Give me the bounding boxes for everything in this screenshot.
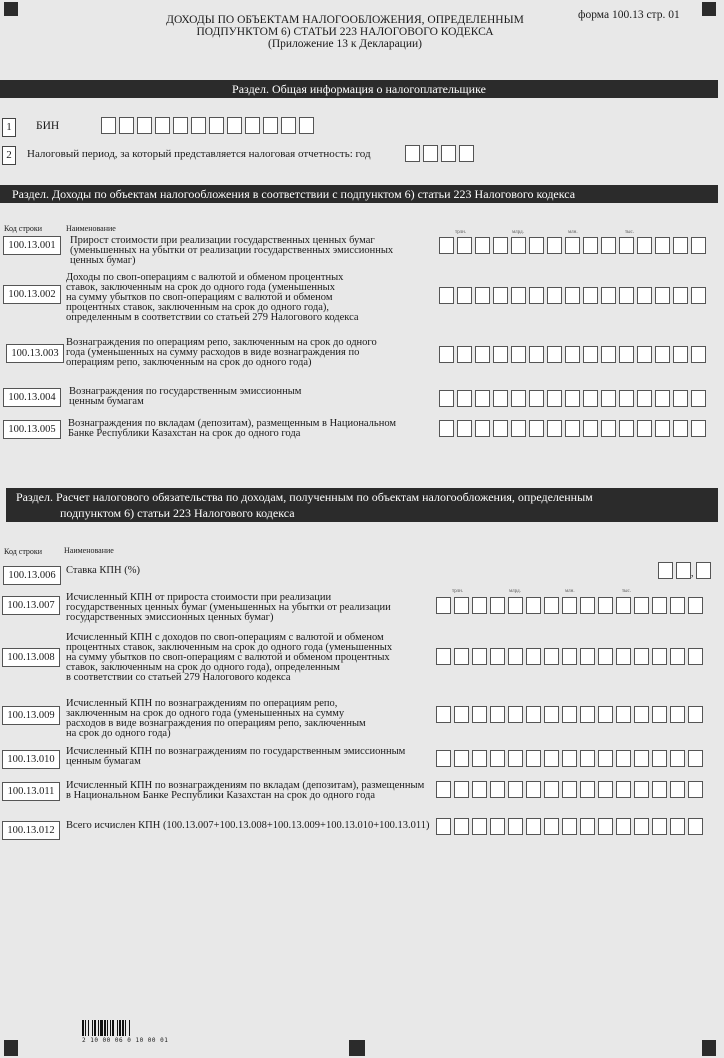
row-code: 100.13.010 <box>2 750 60 769</box>
tax-period-label: Налоговый период, за который представляется налоговая отчетность: год <box>27 148 371 160</box>
digit-cell[interactable] <box>652 781 667 798</box>
digit-cell[interactable] <box>670 750 685 767</box>
digit-cell[interactable] <box>634 781 649 798</box>
digit-cell[interactable] <box>436 750 451 767</box>
digit-cell[interactable] <box>439 287 454 304</box>
digit-cell[interactable] <box>580 750 595 767</box>
digit-cell[interactable] <box>227 117 242 134</box>
digit-cell[interactable] <box>580 781 595 798</box>
field-number: 2 <box>2 146 16 165</box>
digit-cell[interactable] <box>634 750 649 767</box>
digit-cell[interactable] <box>583 346 598 363</box>
field-number: 1 <box>2 118 16 137</box>
digit-cell[interactable] <box>547 390 562 407</box>
digit-cell[interactable] <box>436 706 451 723</box>
digit-cell[interactable] <box>526 597 541 614</box>
digit-cell[interactable] <box>565 346 580 363</box>
digit-cell[interactable] <box>472 818 487 835</box>
digit-cell[interactable] <box>245 117 260 134</box>
amount-input[interactable] <box>439 237 709 254</box>
registration-mark <box>349 1040 365 1056</box>
barcode-bar <box>94 1020 96 1036</box>
digit-cell[interactable] <box>436 781 451 798</box>
digit-cell[interactable] <box>436 648 451 665</box>
digit-cell[interactable] <box>529 287 544 304</box>
section-title-line1: Раздел. Расчет налогового обязательства по доходам, полученным по объектам налогообложения, определенным <box>16 490 593 504</box>
digit-cell[interactable] <box>652 706 667 723</box>
row-description: Всего исчислен КПН (100.13.007+100.13.008+100.13.009+100.13.010+100.13.011) <box>66 820 430 831</box>
barcode-bar <box>119 1020 121 1036</box>
row-description: Исчисленный КПН с доходов по своп-операциям с валютой и обменом процентных ставок, заключенным на срок до одного года (уменьшенных на сумму убытков по своп-операциям с валютой и обменом процентных ставок, заключенным на срок до одного года), определенным в соответствии со статьей 279 Налогового кодекса <box>66 632 393 683</box>
digit-cell[interactable] <box>637 420 652 437</box>
amount-input[interactable] <box>436 750 706 767</box>
digit-cell[interactable] <box>439 237 454 254</box>
digit-cell[interactable] <box>562 597 577 614</box>
digit-cell[interactable] <box>565 287 580 304</box>
digit-cell[interactable] <box>652 597 667 614</box>
bin-label: БИН <box>36 120 60 132</box>
digit-cell[interactable] <box>511 420 526 437</box>
row-description: Вознаграждения по государственным эмиссионным ценным бумагам <box>69 386 302 407</box>
digit-cell[interactable] <box>508 818 523 835</box>
digit-cell[interactable] <box>454 597 469 614</box>
digit-cell[interactable] <box>598 648 613 665</box>
digit-cell[interactable] <box>490 706 505 723</box>
digit-cell[interactable] <box>676 562 691 579</box>
section-title-line2: подпунктом 6) статьи 223 Налогового кодекса <box>60 506 295 520</box>
digit-cell[interactable] <box>652 648 667 665</box>
digit-cell[interactable] <box>562 706 577 723</box>
digit-cell[interactable] <box>544 706 559 723</box>
row-description: Исчисленный КПН по вознаграждениям по вкладам (депозитам), размещенным в Национальном Банке Республики Казахстан на срок до одного года <box>66 780 425 801</box>
row-code: 100.13.008 <box>2 648 60 667</box>
barcode-bar <box>125 1020 126 1036</box>
digit-cell[interactable] <box>598 818 613 835</box>
digit-cell[interactable] <box>616 781 631 798</box>
digit-cell[interactable] <box>439 390 454 407</box>
digit-cell[interactable] <box>299 117 314 134</box>
digit-cell[interactable] <box>691 420 706 437</box>
digit-cell[interactable] <box>101 117 116 134</box>
row-code: 100.13.009 <box>2 706 60 725</box>
digit-cell[interactable] <box>508 597 523 614</box>
digit-cell[interactable] <box>526 818 541 835</box>
digit-cell[interactable] <box>454 818 469 835</box>
amount-input[interactable] <box>436 818 706 835</box>
digit-cell[interactable] <box>490 818 505 835</box>
digit-cell[interactable] <box>493 237 508 254</box>
column-header-code: Код строки <box>4 224 43 233</box>
digit-cell[interactable] <box>490 597 505 614</box>
digit-cell[interactable] <box>493 287 508 304</box>
unit-label: тыс. <box>625 230 635 235</box>
digit-cell[interactable] <box>457 237 472 254</box>
row-description: Вознаграждения по вкладам (депозитам), размещенным в Национальном Банке Республики Казахстан на срок до одного года <box>68 418 397 439</box>
digit-cell[interactable] <box>209 117 224 134</box>
registration-mark <box>4 1040 18 1056</box>
digit-cell[interactable] <box>598 781 613 798</box>
row-code: 100.13.012 <box>2 821 60 840</box>
form-subtitle: (Приложение 13 к Декларации) <box>268 38 422 50</box>
digit-cell[interactable] <box>691 390 706 407</box>
form-title-line2: ПОДПУНКТОМ 6) СТАТЬИ 223 НАЛОГОВОГО КОДЕКСА <box>196 26 494 38</box>
digit-cell[interactable] <box>619 237 634 254</box>
digit-cell[interactable] <box>655 237 670 254</box>
digit-cell[interactable] <box>423 145 438 162</box>
digit-cell[interactable] <box>583 237 598 254</box>
digit-cell[interactable] <box>526 706 541 723</box>
digit-cell[interactable] <box>547 237 562 254</box>
barcode-bar <box>107 1020 108 1036</box>
digit-cell[interactable] <box>475 390 490 407</box>
row-description: Исчисленный КПН по вознаграждениям по государственным эмиссионным ценным бумагам <box>66 746 406 767</box>
barcode-bar <box>92 1020 93 1036</box>
digit-cell[interactable] <box>637 237 652 254</box>
amount-input[interactable] <box>436 706 706 723</box>
registration-mark <box>702 1040 716 1056</box>
section-general-info <box>0 80 718 98</box>
digit-cell[interactable] <box>655 287 670 304</box>
form-title <box>120 14 570 50</box>
digit-cell[interactable] <box>529 390 544 407</box>
unit-label: трлн. <box>455 230 467 235</box>
digit-cell[interactable] <box>670 648 685 665</box>
digit-cell[interactable] <box>637 390 652 407</box>
digit-cell[interactable] <box>688 597 703 614</box>
digit-cell[interactable] <box>583 420 598 437</box>
row-description: Исчисленный КПН от прироста стоимости при реализации государственных ценных бумаг (уменьшенных на убытки от реализации государственных эмиссионных ценных бумаг) <box>66 592 391 623</box>
digit-cell[interactable] <box>475 420 490 437</box>
digit-cell[interactable] <box>263 117 278 134</box>
digit-cell[interactable] <box>544 818 559 835</box>
form-code: форма 100.13 стр. 01 <box>578 9 680 21</box>
digit-cell[interactable] <box>598 750 613 767</box>
digit-cell[interactable] <box>670 781 685 798</box>
digit-cell[interactable] <box>493 390 508 407</box>
digit-cell[interactable] <box>637 287 652 304</box>
digit-cell[interactable] <box>475 346 490 363</box>
digit-cell[interactable] <box>580 706 595 723</box>
digit-cell[interactable] <box>616 818 631 835</box>
unit-label: тыс. <box>622 589 632 594</box>
unit-label: млрд. <box>512 230 524 235</box>
digit-cell[interactable] <box>137 117 152 134</box>
digit-cell[interactable] <box>634 648 649 665</box>
digit-cell[interactable] <box>598 706 613 723</box>
digit-cell[interactable] <box>565 390 580 407</box>
digit-cell[interactable] <box>511 390 526 407</box>
barcode-bar <box>88 1020 89 1036</box>
barcode-bar <box>104 1020 106 1036</box>
digit-cell[interactable] <box>634 706 649 723</box>
digit-cell[interactable] <box>475 237 490 254</box>
digit-cell[interactable] <box>634 818 649 835</box>
digit-cell[interactable] <box>562 781 577 798</box>
digit-cell[interactable] <box>655 346 670 363</box>
digit-cell[interactable] <box>673 390 688 407</box>
digit-cell[interactable] <box>616 706 631 723</box>
digit-cell[interactable] <box>655 390 670 407</box>
digit-cell[interactable] <box>544 648 559 665</box>
digit-cell[interactable] <box>616 750 631 767</box>
digit-cell[interactable] <box>457 420 472 437</box>
digit-cell[interactable] <box>493 420 508 437</box>
row-description: Ставка КПН (%) <box>66 565 140 576</box>
digit-cell[interactable] <box>454 648 469 665</box>
decimal-separator: , <box>691 568 694 579</box>
digit-cell[interactable] <box>508 781 523 798</box>
amount-input[interactable] <box>439 287 709 304</box>
barcode-bar <box>117 1020 118 1036</box>
digit-cell[interactable] <box>601 420 616 437</box>
section-title: Раздел. Общая информация о налогоплательщике <box>232 82 486 96</box>
digit-cell[interactable] <box>634 597 649 614</box>
row-description: Исчисленный КПН по вознаграждениям по операциям репо, заключенным на срок до одного года (уменьшенных на сумму расходов в виде вознаграждения по операциям репо, заключенным на срок до одного года) <box>66 698 366 739</box>
digit-cell[interactable] <box>688 648 703 665</box>
digit-cell[interactable] <box>655 420 670 437</box>
digit-cell[interactable] <box>173 117 188 134</box>
amount-input[interactable] <box>436 597 706 614</box>
row-description: Вознаграждения по операциям репо, заключенным на срок до одного года (уменьшенных на сумму расходов в виде вознаграждения по операциям репо, заключенным на срок до одного года) <box>66 337 377 368</box>
digit-cell[interactable] <box>191 117 206 134</box>
section-income <box>0 185 718 203</box>
digit-cell[interactable] <box>119 117 134 134</box>
digit-cell[interactable] <box>691 346 706 363</box>
digit-cell[interactable] <box>454 750 469 767</box>
digit-cell[interactable] <box>526 750 541 767</box>
digit-cell[interactable] <box>673 420 688 437</box>
digit-cell[interactable] <box>580 648 595 665</box>
barcode-bar <box>100 1020 103 1036</box>
unit-label: млн. <box>568 230 578 235</box>
digit-cell[interactable] <box>691 287 706 304</box>
barcode-bar <box>110 1020 111 1036</box>
digit-cell[interactable] <box>562 648 577 665</box>
digit-cell[interactable] <box>696 562 711 579</box>
amount-input[interactable] <box>436 648 706 665</box>
digit-cell[interactable] <box>281 117 296 134</box>
digit-cell[interactable] <box>472 648 487 665</box>
digit-cell[interactable] <box>658 562 673 579</box>
digit-cell[interactable] <box>652 750 667 767</box>
registration-mark <box>4 2 18 16</box>
digit-cell[interactable] <box>436 818 451 835</box>
digit-cell[interactable] <box>688 750 703 767</box>
digit-cell[interactable] <box>691 237 706 254</box>
digit-cell[interactable] <box>493 346 508 363</box>
digit-cell[interactable] <box>688 706 703 723</box>
digit-cell[interactable] <box>670 818 685 835</box>
digit-cell[interactable] <box>436 597 451 614</box>
row-code: 100.13.002 <box>3 285 61 304</box>
amount-input[interactable] <box>439 346 709 363</box>
digit-cell[interactable] <box>616 648 631 665</box>
digit-cell[interactable] <box>511 346 526 363</box>
digit-cell[interactable] <box>616 597 631 614</box>
digit-cell[interactable] <box>601 287 616 304</box>
row-code: 100.13.003 <box>6 344 64 363</box>
tax-year-input[interactable] <box>405 145 477 162</box>
digit-cell[interactable] <box>544 597 559 614</box>
digit-cell[interactable] <box>637 346 652 363</box>
unit-label: млрд. <box>509 589 521 594</box>
digit-cell[interactable] <box>652 818 667 835</box>
barcode-bar <box>98 1020 99 1036</box>
digit-cell[interactable] <box>673 237 688 254</box>
barcode-bar <box>112 1020 114 1036</box>
digit-cell[interactable] <box>454 706 469 723</box>
digit-cell[interactable] <box>619 346 634 363</box>
section-tax-calculation <box>6 488 718 522</box>
unit-label: трлн. <box>452 589 464 594</box>
digit-cell[interactable] <box>544 781 559 798</box>
digit-cell[interactable] <box>472 750 487 767</box>
digit-cell[interactable] <box>598 597 613 614</box>
digit-cell[interactable] <box>457 287 472 304</box>
row-code: 100.13.006 <box>3 566 61 585</box>
digit-cell[interactable] <box>529 346 544 363</box>
digit-cell[interactable] <box>508 750 523 767</box>
digit-cell[interactable] <box>508 706 523 723</box>
digit-cell[interactable] <box>562 818 577 835</box>
amount-input[interactable] <box>439 420 709 437</box>
digit-cell[interactable] <box>511 237 526 254</box>
digit-cell[interactable] <box>472 781 487 798</box>
digit-cell[interactable] <box>562 750 577 767</box>
digit-cell[interactable] <box>547 346 562 363</box>
digit-cell[interactable] <box>547 287 562 304</box>
barcode-bar <box>129 1020 130 1036</box>
column-header-name: Наименование <box>64 546 114 555</box>
digit-cell[interactable] <box>619 287 634 304</box>
unit-label: млн. <box>565 589 575 594</box>
digit-cell[interactable] <box>439 420 454 437</box>
digit-cell[interactable] <box>601 346 616 363</box>
digit-cell[interactable] <box>565 237 580 254</box>
digit-cell[interactable] <box>580 818 595 835</box>
tax-rate-input[interactable] <box>658 562 714 579</box>
row-code: 100.13.005 <box>3 420 61 439</box>
section-title: Раздел. Доходы по объектам налогообложения в соответствии с подпунктом 6) статьи 223 Налогового кодекса <box>12 187 576 201</box>
row-description: Доходы по своп-операциям с валютой и обменом процентных ставок, заключенным на срок до одного года (уменьшенных на сумму убытков по своп-операциям с валютой и обменом процентных ставок, заключенным на срок до одного года), определенным в соответствии со статьей 279 Налогового кодекса <box>66 272 359 323</box>
digit-cell[interactable] <box>688 781 703 798</box>
digit-cell[interactable] <box>441 145 456 162</box>
digit-cell[interactable] <box>439 346 454 363</box>
digit-cell[interactable] <box>688 818 703 835</box>
digit-cell[interactable] <box>475 287 490 304</box>
amount-input[interactable] <box>439 390 709 407</box>
digit-cell[interactable] <box>490 648 505 665</box>
digit-cell[interactable] <box>673 346 688 363</box>
digit-cell[interactable] <box>601 390 616 407</box>
barcode-bar <box>82 1020 84 1036</box>
digit-cell[interactable] <box>457 346 472 363</box>
digit-cell[interactable] <box>583 390 598 407</box>
digit-cell[interactable] <box>580 597 595 614</box>
digit-cell[interactable] <box>457 390 472 407</box>
digit-cell[interactable] <box>526 781 541 798</box>
registration-mark <box>702 2 716 16</box>
form-title-line1: ДОХОДЫ ПО ОБЪЕКТАМ НАЛОГООБЛОЖЕНИЯ, ОПРЕДЕЛЕННЫМ <box>166 14 524 26</box>
digit-cell[interactable] <box>508 648 523 665</box>
digit-cell[interactable] <box>490 781 505 798</box>
digit-cell[interactable] <box>526 648 541 665</box>
column-header-code: Код строки <box>4 547 43 556</box>
column-header-name: Наименование <box>66 224 116 233</box>
digit-cell[interactable] <box>544 750 559 767</box>
digit-cell[interactable] <box>547 420 562 437</box>
digit-cell[interactable] <box>511 287 526 304</box>
digit-cell[interactable] <box>490 750 505 767</box>
bin-input[interactable] <box>101 117 317 134</box>
digit-cell[interactable] <box>529 237 544 254</box>
digit-cell[interactable] <box>459 145 474 162</box>
digit-cell[interactable] <box>405 145 420 162</box>
digit-cell[interactable] <box>155 117 170 134</box>
digit-cell[interactable] <box>601 237 616 254</box>
digit-cell[interactable] <box>670 597 685 614</box>
digit-cell[interactable] <box>454 781 469 798</box>
row-code: 100.13.001 <box>3 236 61 255</box>
digit-cell[interactable] <box>619 420 634 437</box>
digit-cell[interactable] <box>619 390 634 407</box>
row-code: 100.13.004 <box>3 388 61 407</box>
barcode-bar <box>122 1020 124 1036</box>
digit-cell[interactable] <box>673 287 688 304</box>
digit-cell[interactable] <box>472 706 487 723</box>
row-code: 100.13.011 <box>2 782 60 801</box>
barcode-digits: 2 10 00 06 0 10 00 01 <box>82 1037 169 1044</box>
digit-cell[interactable] <box>529 420 544 437</box>
row-code: 100.13.007 <box>2 596 60 615</box>
row-description: Прирост стоимости при реализации государственных ценных бумаг (уменьшенных на убытки от реализации государственных эмиссионных ценных бумаг) <box>70 235 394 266</box>
digit-cell[interactable] <box>583 287 598 304</box>
amount-input[interactable] <box>436 781 706 798</box>
barcode-bar <box>85 1020 86 1036</box>
digit-cell[interactable] <box>670 706 685 723</box>
digit-cell[interactable] <box>565 420 580 437</box>
digit-cell[interactable] <box>472 597 487 614</box>
